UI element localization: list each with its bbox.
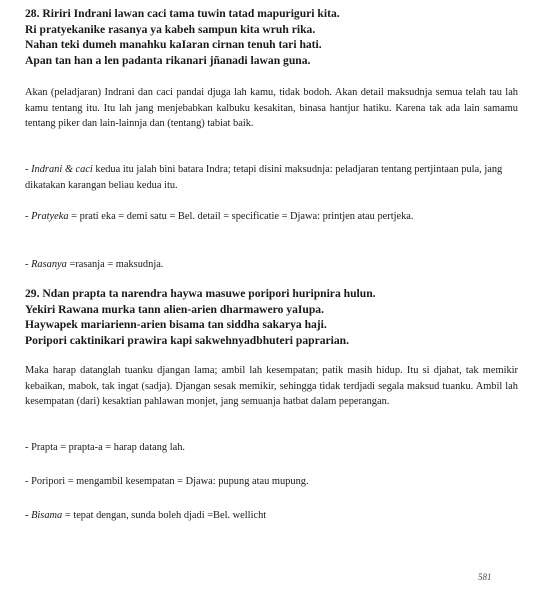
verse-29-line-1: 29. Ndan prapta ta narendra haywa masuwe poripori huripnira hulun. — [25, 287, 376, 300]
note-indrani: - Indrani & caci kedua itu jalah bini batara Indra; tetapi disini maksudnja: peladjaran tentang pertjintaan pula, jang dikatakan karangan beliau kedua itu. — [25, 164, 503, 191]
verse-28 — [25, 6, 340, 68]
note-prapta: - Prapta = prapta-a = harap datang lah. — [25, 442, 186, 453]
translation-28: Akan (peladjaran) Indrani dan caci pandai djuga lah kamu, tidak bodoh. Akan detail maksudnja semua telah tau lah kamu tentang itu. Itu lah jang menjebabkan kalbuku kesakitan, binasa hantjur hatiku. Karena tak ada lain samamu tentang piker dan lain-lainnja dan (tentang) tabiat baik. — [25, 87, 518, 130]
note-poripori: - Poripori = mengambil kesempatan = Djawa: pupung atau mupung. — [25, 476, 309, 487]
note-term: Pratyeka — [31, 211, 69, 222]
verse-28-line-3: Nahan teki dumeh manahku kaIaran cirnan tenuh tari hati. — [25, 38, 322, 51]
verse-29-line-4: Poripori caktinikari prawira kapi sakwehnyadbhuteri paprarian. — [25, 333, 350, 347]
note-rasanya: - Rasanya =rasanja = maksudnja. — [25, 259, 164, 270]
note-pratyeka: - Pratyeka = prati eka = demi satu = Bel. detail = specificatie = Djawa: printjen atau pertjeka. — [25, 211, 414, 222]
note-term: Indrani & caci — [31, 164, 93, 175]
verse-28-line-2: Ri pratyekanike rasanya ya kabeh sampun kita wruh rika. — [25, 22, 316, 36]
note-term: Bisama — [31, 510, 63, 521]
verse-29 — [25, 286, 376, 348]
verse-29-line-3: Haywapek mariarienn-arien bisama tan siddha sakarya haji. — [25, 318, 327, 331]
verse-28-line-4: Apan tan han a len padanta rikanari jñanadi lawan guna. — [25, 53, 311, 67]
note-term: Rasanya — [31, 259, 67, 270]
page-number: 581 — [478, 572, 492, 582]
verse-28-line-1: 28. Ririri Indrani lawan caci tama tuwin tatad mapuriguri kita. — [25, 7, 340, 20]
note-bisama: - Bisama = tepat dengan, sunda boleh djadi =Bel. wellicht — [25, 510, 267, 521]
translation-29: Maka harap datanglah tuanku djangan lama; ambil lah kesempatan; patik masih hidup. Itu si djahat, tak memikir kebaikan, mabok, tak ingat (sadja). Djangan sesak memikir, sehingga tidak terdjadi segala maksud tuanku. Ambil lah kesempatan (dari) kesaktian pahlawan monjet, jang semuanja hatbat dalam peperangan. — [25, 365, 518, 408]
verse-29-line-2: Yekiri Rawana murka tann alien-arien dharmawero yaIupa. — [25, 302, 324, 316]
